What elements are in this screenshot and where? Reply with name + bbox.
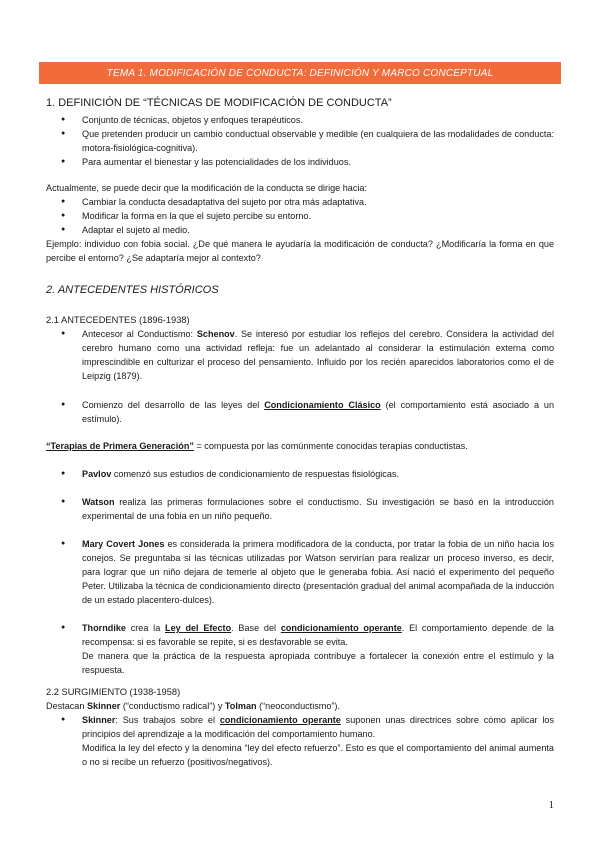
list-item: ● Para aumentar el bienestar y las potencialidades de los individuos. bbox=[46, 155, 554, 169]
author-name: Schenov bbox=[196, 329, 235, 339]
list-item: ● Thorndike crea la Ley del Efecto. Base del condicionamiento operante. El comportamiento depende de la recompensa: si es favorable se repite, si es desfavorable se evita. De manera que la práctica de la respuesta apropiada contribuye a fortalecer la conexión entre el estímulo y la respuesta. bbox=[46, 621, 554, 677]
key-term: Condicionamiento Clásico bbox=[264, 400, 381, 410]
first-gen-paragraph: “Terapias de Primera Generación” = compuesta por las comúnmente conocidas terapias conductistas. bbox=[46, 441, 468, 451]
section-2-heading: 2. ANTECEDENTES HISTÓRICOS bbox=[46, 284, 219, 296]
document-title: TEMA 1. MODIFICACIÓN DE CONDUCTA: DEFINICIÓN Y MARCO CONCEPTUAL bbox=[106, 67, 494, 79]
document-body bbox=[46, 96, 554, 769]
list-item: ● Pavlov comenzó sus estudios de condicionamiento de respuestas fisiológicas. bbox=[46, 467, 554, 481]
section-1-heading: 1. DEFINICIÓN DE “TÉCNICAS DE MODIFICACIÓN DE CONDUCTA” bbox=[46, 97, 392, 109]
list-item: ● Skinner: Sus trabajos sobre el condicionamiento operante suponen unas directrices sobre cómo aplicar los principios del aprendizaje a la modificación del comportamiento humano. Modifica la ley del efecto y la denomina “ley del efecto refuerzo”. Esto es que el comportamiento del animal aumenta o no si recibe un refuerzo (positivos/negativos). bbox=[46, 713, 554, 769]
list-item: ● Modificar la forma en la que el sujeto percibe su entorno. bbox=[46, 209, 554, 223]
list-item: ● Adaptar el sujeto al medio. bbox=[46, 223, 554, 237]
list-item: ● Antecesor al Conductismo: Schenov. Se interesó por estudiar los reflejos del cerebro. Considera la actividad del cerebro humano como una actividad refleja: fue un adelantado al considerar la estimulación externa como imprescindible en culturizar el proceso del pensamiento. Influido por los recién aparecidos laboratorios como el de Leipzig (1879). bbox=[46, 327, 554, 383]
key-term: “Terapias de Primera Generación” bbox=[46, 441, 194, 451]
goals-list bbox=[46, 195, 554, 237]
authors-list bbox=[46, 467, 554, 677]
document-title-banner bbox=[39, 62, 561, 84]
list-item: ● Mary Covert Jones es considerada la primera modificadora de la conducta, por tratar la fobia de un niño hacia los conejos. Se preguntaba si las técnicas utilizadas por Watson servirían para realizar un proceso inverso, es decir, para lograr que un niño dejara de temerle al objeto que le generaba fobia. Así nació el experimento del pequeño Peter. Utilizaba la técnica de condicionamiento directo (presentación gradual del animal acompañada de la inducción de un estado placentero-dulces). bbox=[46, 537, 554, 607]
skinner-list bbox=[46, 713, 554, 769]
list-item: ● Watson realiza las primeras formulaciones sobre el conductismo. Su investigación se basó en la introducción experimental de una fobia en un niño pequeño. bbox=[46, 495, 554, 523]
subsection-2-2-heading: 2.2 SURGIMIENTO (1938-1958) bbox=[46, 687, 181, 697]
page-number: 1 bbox=[548, 799, 554, 811]
list-item: ● Conjunto de técnicas, objetos y enfoques terapéuticos. bbox=[46, 113, 554, 127]
surgimiento-paragraph: Destacan Skinner (“conductismo radical”) y Tolman (“neoconductismo”). bbox=[46, 701, 340, 711]
example-paragraph: Ejemplo: individuo con fobia social. ¿De qué manera le ayudaría la modificación de conducta? ¿Modificaría la forma en que percibe el entorno? ¿Se adaptaría mejor al contexto? bbox=[46, 239, 554, 263]
antecedents-list bbox=[46, 327, 554, 426]
list-item: ● Cambiar la conducta desadaptativa del sujeto por otra más adaptativa. bbox=[46, 195, 554, 209]
list-item: ● Que pretenden producir un cambio conductual observable y medible (en cualquiera de las modalidades de conducta: motora-fisiológica-cognitiva). bbox=[46, 127, 554, 155]
intro-paragraph: Actualmente, se puede decir que la modificación de la conducta se dirige hacia: bbox=[46, 183, 368, 193]
subsection-2-1-heading: 2.1 ANTECEDENTES (1896-1938) bbox=[46, 315, 190, 325]
list-item: ● Comienzo del desarrollo de las leyes del Condicionamiento Clásico (el comportamiento está asociado a un estímulo). bbox=[46, 398, 554, 426]
definition-list bbox=[46, 113, 554, 169]
